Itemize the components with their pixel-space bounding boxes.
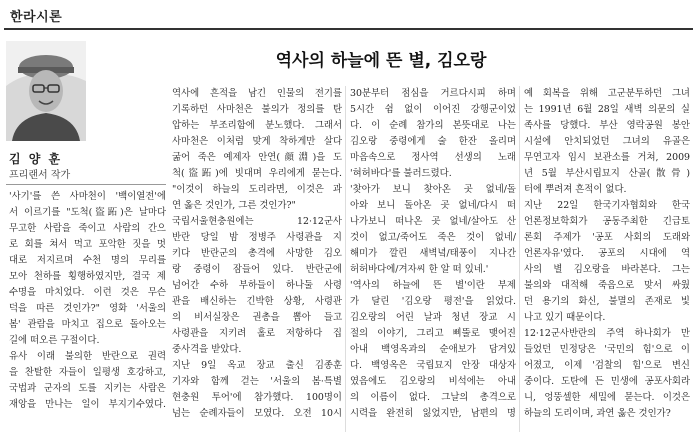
text-line: 나고 있기 때문이다. [524,312,606,323]
text-line: 허허바다에/겨자씨 한 알 떠 있네.' [350,264,489,275]
text-line: 들었던 민정당은 '국민의 힘'으로 이 [524,344,690,355]
text-line: 연 옳은 것인가, 그른 것인가?" [172,200,296,211]
text-line: 길에 떠오른 구절이다. [9,335,100,346]
text-line: 년 5월 부산시립묘지 산골(散骨) [524,168,690,179]
author-photo [6,41,86,141]
article-column-4 [524,86,690,422]
text-line: 12·12군사반란의 주역 하나회가 만 [524,328,690,339]
text-line: 나가보니 떠나온 곳 없네/살아도 산 [350,216,516,227]
text-line: 압하는 부조리함에 분노했다. 그래서 [172,120,342,131]
text-line: 사마천은 이처럼 맞게 착하게만 살다 [172,136,342,147]
text-line: 서 이르기를 "도척(盜跖)은 날마다 [9,207,166,218]
text-line: 시설에 안치되었던 그녀의 유골은 [524,136,690,147]
text-line: 아와 보니 돌아온 곳 없네/다시 떠 [350,200,516,211]
text-line: 다. 이 순례 참가의 본뜻대로 나는 [350,120,516,131]
text-line: 족사를 당했다. 부산 영락공원 봉안 [524,120,690,131]
article-headline: 역사의 하늘에 뜬 별, 김오랑 [275,51,487,71]
text-line: 다. 백영옥은 국립묘지 안장 대상자 [350,360,516,371]
text-line: 것이 없고/죽어도 죽은 것이 없네/ [350,232,516,243]
text-line: 척(盜跖)에 빗대며 우리에게 묻는다. [172,168,342,179]
author-portrait-image [6,41,86,141]
text-line: 봄' 관람을 마치고 집으로 돌아오는 [9,319,166,330]
text-line: 재앙을 만나는 일이 부지기수였다. [9,399,166,410]
text-line: 지난 22일 한국기자협회와 한국 [524,200,690,211]
text-line: 을 찬탈한 자들이 일평생 호강하고, [9,367,166,378]
text-line: 하늘의 도리이며, 과연 옳은 것인가? [524,408,671,419]
text-line: '사기'를 쓴 사마천이 '백이열전'에 [9,191,166,202]
text-line: 모아 천하를 횡행하였지만, 결국 제 [9,271,166,282]
text-line: 무연고자 임시 보관소를 거쳐, 2009 [524,152,690,163]
article-column-3 [350,86,516,422]
text-line: 30분부터 점심을 거르다시피 하며 [350,88,516,99]
text-line: 사의 별 김오랑을 바라본다. 그는 [524,264,690,275]
text-line: '찾아가 보니 찾아온 곳 없네/돌 [350,184,516,195]
column-divider [345,86,346,432]
text-line: 수명을 마치었다. 이런 것은 무슨 [9,287,166,298]
text-line: 국립서울현충원에는 12·12군사 [172,216,342,227]
text-line: 론회 주제가 '공포 사회의 도래와 [524,232,690,243]
text-line: 불의와 대적해 죽음으로 맞서 싸웠 [524,280,690,291]
text-line: 키다 반란군의 총격에 사망한 김오 [172,248,342,259]
text-line: 넘어간 수하 부하들이 하나둘 사령 [172,280,342,291]
text-line: 덕을 따른 것인가?" 영화 '서울의 [9,303,166,314]
text-line: 의 비서실장은 권총을 뽑아 들고 [172,312,342,323]
text-line: 랑 중령이 잠들어 있다. 반란군에 [172,264,342,275]
text-line: 김오랑 중령에게 술 한잔 올리며 [350,136,516,147]
text-line: "이것이 하늘의 도리라면, 이것은 과 [172,184,342,195]
author-name: 김 양 훈 [9,152,63,166]
text-line: 중사격을 받았다. [172,344,242,355]
text-line: 시력을 완전히 잃었지만, 남편의 명 [350,408,516,419]
author-role: 프리랜서 작가 [9,170,71,181]
text-line: 관을 배신하는 긴박한 상황, 사령관 [172,296,342,307]
text-line: 였음에도 김오랑의 비석에는 아내 [350,376,516,387]
text-line: 역사에 흔적을 남긴 인물의 전기를 [172,88,342,99]
text-line: 마음속으로 정사역 선생의 노래 [350,152,516,163]
text-line: 의 이름이 없다. 그날의 총격으로 [350,392,516,403]
text-line: 아내 백영옥과의 순애보가 담겨있 [350,344,516,355]
text-line: 로 회를 쳐서 먹고 포악한 짓을 멋 [9,239,166,250]
text-line: 유사 이래 불의한 반란으로 권력 [9,351,166,362]
text-line: 해미가 깔린 새벽녘/태풍이 지나간 [350,248,516,259]
text-line: 예 회복을 위해 고군분투하던 그녀 [524,88,690,99]
text-line: 언론정보학회가 공동주최한 긴급토 [524,216,690,227]
author-divider [6,184,166,185]
text-line: 김오랑의 어린 날과 청년 장교 시 [350,312,516,323]
text-line: 사령관을 지키려 홀로 저항하다 집 [172,328,342,339]
text-line: 5시간 쉼 없이 이어진 강행군이었 [350,104,516,115]
article-column-1 [9,189,166,413]
text-line: 기자와 함께 걷는 '서울의 봄·특별 [172,376,342,387]
text-line: 니, 엉뚱셀한 세밀에 묻는다. 이것은 [524,392,690,403]
text-line: 어졌고, 이제 '검찰의 힘'으로 변신 [524,360,690,371]
text-line: 던 용기의 화신, 불멸의 존재로 빛 [524,296,690,307]
text-line: 넘는 순례자들이 모였다. 오전 10시 [172,408,342,419]
text-line: 반란 당일 밤 정병주 사령관을 지 [172,232,342,243]
text-line: 지난 9일 옥교 장교 출신 김종훈 [172,360,342,371]
text-line: 절의 이야기, 그리고 삐뚤로 맺어진 [350,328,516,339]
text-line: 언론자유'였다. 공포의 시대에 역 [524,248,690,259]
text-line: 현충원 투어'에 참가했다. 100명이 [172,392,342,403]
column-divider [519,86,520,432]
text-line: 무고한 사람을 죽이고 사람의 간으 [9,223,166,234]
text-line: 가 달린 '김오랑 평전'을 읽었다. [350,296,516,307]
text-line: 중이다. 도탄에 든 민생에 공포사회라 [524,376,690,387]
text-line: 국법과 군자의 도를 지키는 사람은 [9,383,166,394]
section-title: 한라시론 [10,10,63,25]
text-line: 대로 저지르며 수천 명의 무리를 [9,255,166,266]
text-line: 굶어 죽은 예제자 안연(顔淵)을 도 [172,152,342,163]
article-column-2 [172,86,342,422]
text-line: 는 1991년 6월 28일 새벽 의문의 실 [524,104,690,115]
section-header [4,3,693,30]
text-line: '역사의 하늘에 뜬 별'이란 부제 [350,280,516,291]
text-line: '혀허바다'를 불러드렸다. [350,168,452,179]
text-line: 터에 뿌려져 흔적이 없다. [524,184,627,195]
text-line: 기록하던 사마천은 불의가 정의를 탄 [172,104,342,115]
